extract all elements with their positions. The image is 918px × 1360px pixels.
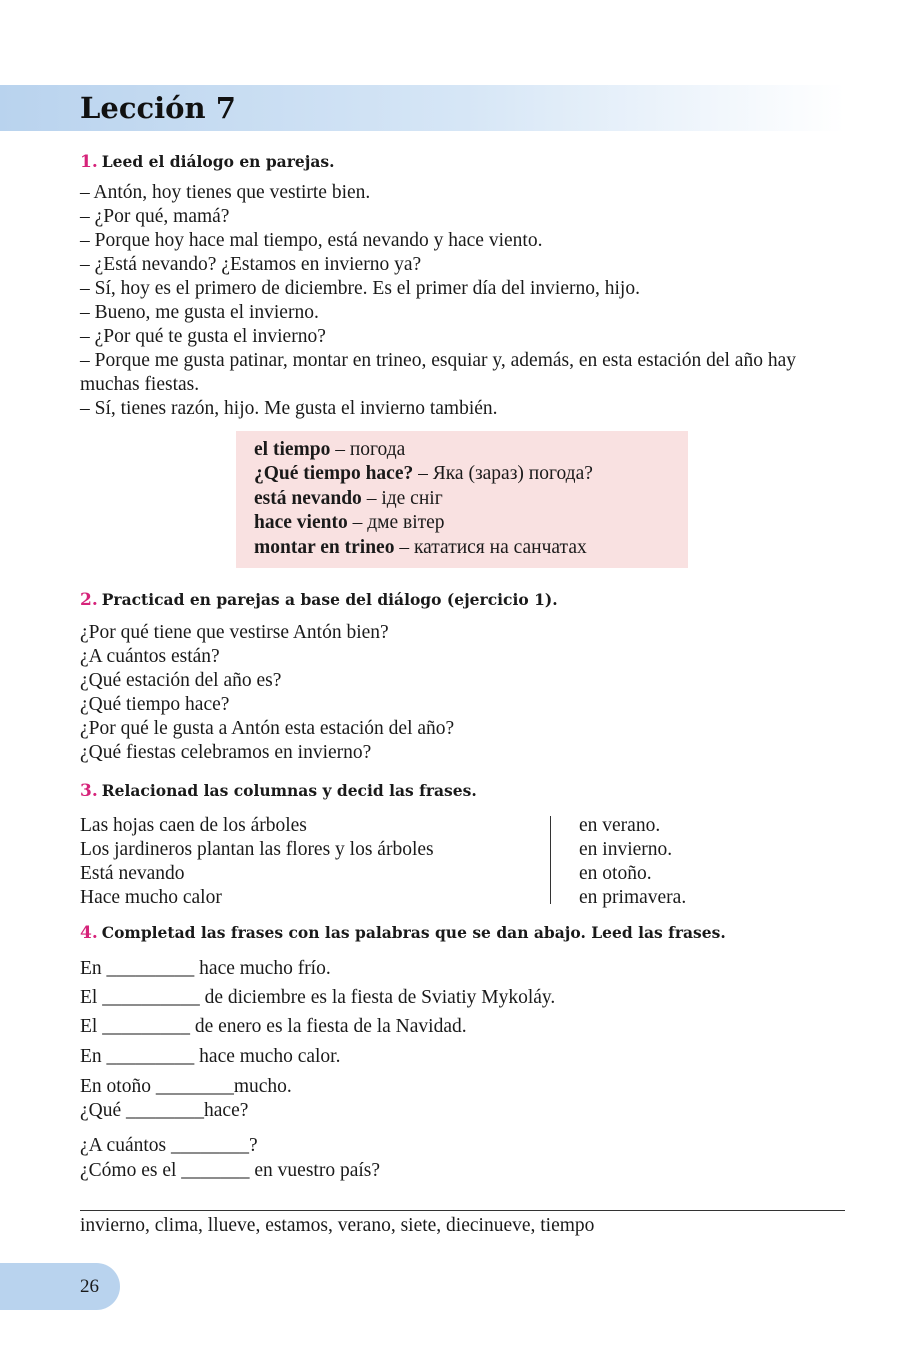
- vocab-item: [254, 438, 593, 462]
- question: ¿Qué estación del año es?: [80, 670, 282, 691]
- vocab-term: montar en trineo: [254, 536, 395, 558]
- dialogue: [80, 181, 850, 421]
- dialogue-line: – ¿Está nevando? ¿Estamos en invierno ya?: [80, 254, 422, 275]
- fill-gap-sentence: El __________ de diciembre es la fiesta de Sviatiy Mykoláy.: [80, 987, 556, 1008]
- exercise-1-heading: [80, 151, 335, 173]
- match-right-column: [579, 814, 686, 910]
- vocab-item: [254, 487, 593, 511]
- exercise-instruction: Practicad en parejas a base del diálogo (ejercicio 1).: [101, 590, 558, 609]
- question-list: [80, 621, 850, 765]
- dialogue-line: – Porque hoy hace mal tiempo, está nevando y hace viento.: [80, 230, 543, 251]
- vocab-item: [254, 536, 593, 560]
- exercise-2-heading: [80, 589, 558, 611]
- fill-gap-sentence: El _________ de enero es la fiesta de la Navidad.: [80, 1016, 467, 1037]
- exercise-number: 1.: [80, 152, 98, 172]
- exercise-number: 4.: [80, 923, 98, 943]
- dialogue-line: – Sí, hoy es el primero de diciembre. Es el primer día del invierno, hijo.: [80, 278, 640, 299]
- column-divider: [550, 816, 551, 904]
- page-number: 26: [80, 1276, 99, 1297]
- vocab-term: está nevando: [254, 487, 362, 509]
- exercise-instruction: Completad las frases con las palabras que se dan abajo. Leed las frases.: [101, 923, 726, 942]
- question: ¿Por qué le gusta a Antón esta estación del año?: [80, 718, 455, 739]
- dialogue-line: – Sí, tienes razón, hijo. Me gusta el invierno también.: [80, 398, 498, 419]
- question: ¿Qué tiempo hace?: [80, 694, 230, 715]
- match-right-item: en otoño.: [579, 863, 652, 884]
- match-right-item: en invierno.: [579, 839, 673, 860]
- dialogue-line: – ¿Por qué te gusta el invierno?: [80, 326, 326, 347]
- vocab-term: ¿Qué tiempo hace?: [254, 463, 414, 485]
- lesson-title: Lección 7: [80, 91, 236, 125]
- vocab-term: hace viento: [254, 512, 348, 534]
- dialogue-line: – Antón, hoy tienes que vestirte bien.: [80, 182, 371, 203]
- match-left-column: [80, 814, 434, 910]
- match-left-item: Los jardineros plantan las flores y los árboles: [80, 839, 434, 860]
- dialogue-line: – ¿Por qué, mamá?: [80, 206, 230, 227]
- fill-gap-sentence: ¿Qué ________hace?: [80, 1100, 249, 1121]
- fill-gap-sentence: ¿A cuántos ________?: [80, 1135, 258, 1156]
- page-number-tab: [0, 1263, 120, 1310]
- match-right-item: en verano.: [579, 815, 661, 836]
- vocab-item: [254, 462, 593, 486]
- vocab-term: el tiempo: [254, 439, 331, 460]
- match-left-item: Está nevando: [80, 863, 185, 884]
- word-bank-divider: [80, 1210, 845, 1211]
- fill-gap-sentence: En otoño ________mucho.: [80, 1076, 292, 1097]
- dialogue-line: – Porque me gusta patinar, montar en trineo, esquiar y, además, en esta estación del año hay muchas fiestas.: [80, 350, 796, 395]
- fill-gap-sentence: En _________ hace mucho frío.: [80, 958, 331, 979]
- fill-gap-sentence: En _________ hace mucho calor.: [80, 1046, 341, 1067]
- fill-gap-sentence: ¿Cómo es el _______ en vuestro país?: [80, 1160, 381, 1181]
- exercise-number: 2.: [80, 590, 98, 610]
- exercise-number: 3.: [80, 781, 98, 801]
- vocab-translation: – Яка (зараз) погода?: [418, 463, 593, 485]
- match-right-item: en primavera.: [579, 887, 687, 908]
- question: ¿Por qué tiene que vestirse Antón bien?: [80, 622, 389, 643]
- dialogue-line: – Bueno, me gusta el invierno.: [80, 302, 319, 323]
- exercise-3-heading: [80, 780, 477, 802]
- word-bank: invierno, clima, llueve, estamos, verano, siete, diecinueve, tiempo: [80, 1215, 595, 1236]
- question: ¿A cuántos están?: [80, 646, 220, 667]
- match-left-item: Hace mucho calor: [80, 887, 222, 908]
- vocab-translation: – іде сніг: [366, 487, 443, 509]
- exercise-instruction: Leed el diálogo en parejas.: [101, 152, 335, 171]
- exercise-4-heading: [80, 922, 726, 944]
- question: ¿Qué fiestas celebramos en invierno?: [80, 742, 372, 763]
- exercise-instruction: Relacionad las columnas y decid las frases.: [101, 781, 477, 800]
- vocab-item: [254, 511, 593, 535]
- vocab-translation: – дме вітер: [352, 512, 445, 534]
- match-left-item: Las hojas caen de los árboles: [80, 815, 307, 836]
- vocab-translation: – погода: [335, 439, 406, 460]
- vocab-translation: – кататися на санчатах: [399, 536, 587, 558]
- vocabulary-box: [236, 431, 688, 568]
